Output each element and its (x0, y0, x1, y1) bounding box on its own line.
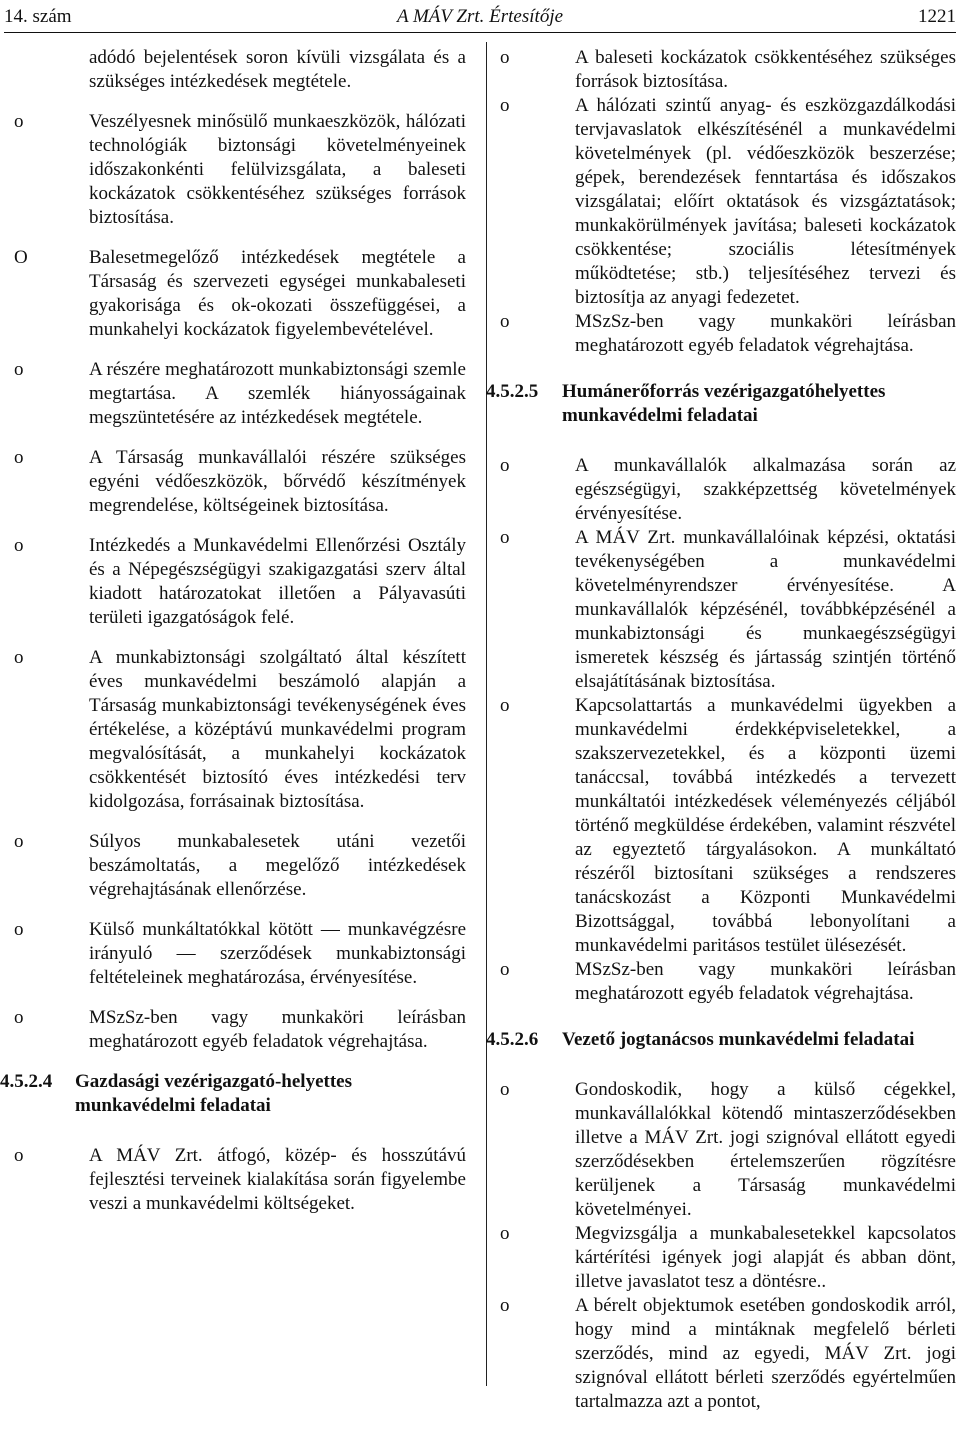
continuation-paragraph: adódó bejelentések soron kívüli vizsgálata és a szükséges intézkedések megtétele. (89, 47, 466, 92)
bullet-marker: o (14, 831, 24, 852)
bullet-marker: o (14, 1007, 24, 1028)
journal-title: A MÁV Zrt. Értesítője (396, 6, 564, 27)
list-item (14, 110, 466, 230)
bullet-marker: o (500, 1295, 510, 1316)
list-item-text: A baleseti kockázatok csökkentéséhez szükséges források biztosítása. (575, 47, 956, 92)
bullet-marker: o (500, 527, 510, 548)
list-item (14, 358, 466, 430)
list-item (14, 646, 466, 814)
section-number: 4.5.2.4 (0, 1071, 53, 1092)
list-item (14, 446, 466, 518)
list-item (500, 526, 956, 694)
list-item-text: A MÁV Zrt. átfogó, közép- és hosszútávú fejlesztési terveinek kialakítása során figyelembe veszi a munkavédelmi költségeket. (89, 1145, 466, 1214)
right-list-b (500, 454, 956, 1006)
left-column (0, 46, 466, 1232)
list-item-text: MSzSz-ben vagy munkaköri leírásban meghatározott egyéb feladatok végrehajtása. (89, 1007, 466, 1052)
section-title: Vezető jogtanácsos munkavédelmi feladatai (562, 1029, 915, 1050)
list-item-text: MSzSz-ben vagy munkaköri leírásban meghatározott egyéb feladatok végrehajtása. (575, 311, 956, 356)
list-item (500, 1078, 956, 1222)
bullet-marker: o (500, 311, 510, 332)
list-item (14, 1144, 466, 1216)
list-item-text: MSzSz-ben vagy munkaköri leírásban meghatározott egyéb feladatok végrehajtása. (575, 959, 956, 1004)
list-item (14, 246, 466, 342)
bullet-marker: o (14, 647, 24, 668)
list-item (500, 46, 956, 94)
right-list-c (500, 1078, 956, 1414)
list-item-text: A bérelt objektumok esetében gondoskodik arról, hogy mind a mintáknak megfelelő bérleti szerződés, mind az egyedi, MÁV Zrt. jogi szignóval ellátott bérleti szerződés egyértelműen tartalmazza azt a pontot, (575, 1295, 956, 1412)
list-item-text: Intézkedés a Munkavédelmi Ellenőrzési Osztály és a Népegészségügyi szakigazgatási szerv által kiadott határozatokat illetően a Pályavasúti területi igazgatóságok felé. (89, 535, 466, 628)
bullet-marker: o (14, 111, 24, 132)
bullet-marker: o (14, 535, 24, 556)
bullet-marker: o (14, 359, 24, 380)
list-item-text: Súlyos munkabalesetek utáni vezetői beszámoltatás, a megelőző intézkedések végrehajtásának ellenőrzése. (89, 831, 466, 900)
list-item (14, 1006, 466, 1054)
section-title: Gazdasági vezérigazgató-helyettes munkavédelmi feladatai (75, 1071, 352, 1116)
right-column (486, 46, 956, 1436)
list-item (14, 918, 466, 990)
list-item-text: Megvizsgálja a munkabalesetekkel kapcsolatos kártérítési igények jogi alapját és abban dönt, illetve javaslatot tesz a döntésre.. (575, 1223, 956, 1292)
list-item-text: A munkabiztonsági szolgáltató által készített éves munkavédelmi beszámoló alapján a Társaság munkabiztonsági tevékenységének éves értékelése, a középtávú munkavédelmi program megvalósítását, a munkahelyi kockázatok csökkentését biztosító éves intézkedési terv kidolgozása, forrásainak biztosítása. (89, 647, 466, 812)
section-title: Humánerőforrás vezérigazgatóhelyettes munkavédelmi feladatai (562, 381, 886, 426)
section-heading-4525 (486, 380, 956, 428)
list-item (14, 830, 466, 902)
bullet-marker: o (500, 1223, 510, 1244)
bullet-marker: o (500, 455, 510, 476)
list-item (500, 958, 956, 1006)
list-item (500, 94, 956, 310)
page-header (4, 2, 956, 32)
bullet-marker: o (500, 47, 510, 68)
bullet-marker: o (14, 1145, 24, 1166)
issue-number: 14. szám (4, 6, 72, 27)
list-item (500, 1222, 956, 1294)
bullet-marker: o (500, 95, 510, 116)
list-item-text: A hálózati szintű anyag- és eszközgazdálkodási tervjavaslatok elkészítésénél a munkavédelmi követelmények (pl. védőeszközök beszerzése; gépek, berendezések fenntartása és időszakos vizsgálatai; előírt oktatások és vizsgáztatások; munkakörülmények javítása; baleseti kockázatok csökkentése; szociális létesítmények működtetése; stb.) teljesítéséhez tervezi és biztosítja az anyagi fedezetet. (575, 95, 956, 308)
list-item (500, 310, 956, 358)
list-item-text: Külső munkáltatókkal kötött — munkavégzésre irányuló — szerződések munkabiztonsági feltételeinek meghatározása, érvényesítése. (89, 919, 466, 988)
bullet-marker: o (500, 1079, 510, 1100)
right-list-a (500, 46, 956, 358)
header-rule (4, 32, 956, 33)
list-item (500, 694, 956, 958)
left-list-b (14, 1144, 466, 1216)
left-list-a (14, 110, 466, 1054)
bullet-marker: o (14, 447, 24, 468)
section-heading-4526 (486, 1028, 956, 1052)
bullet-marker: o (14, 919, 24, 940)
list-item (500, 454, 956, 526)
list-item-text: A munkavállalók alkalmazása során az egészségügyi, szakképzettség követelmények érvényesítése. (575, 455, 956, 524)
bullet-marker: o (500, 695, 510, 716)
list-item (500, 1294, 956, 1414)
bullet-marker: o (500, 959, 510, 980)
column-divider (486, 42, 487, 1386)
list-item (14, 534, 466, 630)
bullet-marker: O (14, 247, 28, 268)
list-item-text: Kapcsolattartás a munkavédelmi ügyekben a munkavédelmi érdekképviseletekkel, a szakszervezetekkel, és a központi üzemi tanáccsal, továbbá intézkedés a tervezett munkáltatói intézkedések véleményezés céljából történő megküldése érdekében, valamint részvétel az egyeztető tárgyalásokon. A munkáltató részéről biztosítani szükséges a rendszeres tanácskozást a Központi Munkavédelmi Bizottsággal, továbbá lebonyolítani a munkavédelmi paritásos testület ülésezését. (575, 695, 956, 956)
section-heading-4524 (0, 1070, 466, 1118)
list-item-text: Gondoskodik, hogy a külső cégekkel, munkavállalókkal kötendő mintaszerződésekben illetve a MÁV Zrt. jogi szignóval ellátott egyedi szerződésekben értelemszerűen rögzítésre kerüljenek a Társaság munkavédelmi követelményei. (575, 1079, 956, 1220)
list-item-text: A Társaság munkavállalói részére szükséges egyéni védőeszközök, bőrvédő készítmények megrendelése, költségeinek biztosítása. (89, 447, 466, 516)
section-number: 4.5.2.5 (486, 381, 539, 402)
list-item-text: Veszélyesnek minősülő munkaeszközök, hálózati technológiák biztonsági követelményeinek időszakonkénti felülvizsgálata, a baleseti kockázatok csökkentéséhez szükséges források biztosítása. (89, 111, 466, 228)
section-number: 4.5.2.6 (486, 1029, 539, 1050)
page-number: 1221 (918, 6, 956, 27)
list-item-text: A részére meghatározott munkabiztonsági szemle megtartása. A szemlék hiányosságainak megszüntetésére az intézkedések megtétele. (89, 359, 466, 428)
list-item-text: Balesetmegelőző intézkedések megtétele a Társaság és szervezeti egységei munkabaleseti gyakorisága és ok-okozati összefüggései, a munkahelyi kockázatok figyelembevételével. (89, 247, 466, 340)
list-item-text: A MÁV Zrt. munkavállalóinak képzési, oktatási tevékenységében a munkavédelmi követelményrendszer érvényesítése. A munkavállalók képzésénél, továbbképzésénél a munkabiztonsági és munkaegészségügyi ismeretek készség és jártasság szintjén történő elsajátításának biztosítása. (575, 527, 956, 692)
